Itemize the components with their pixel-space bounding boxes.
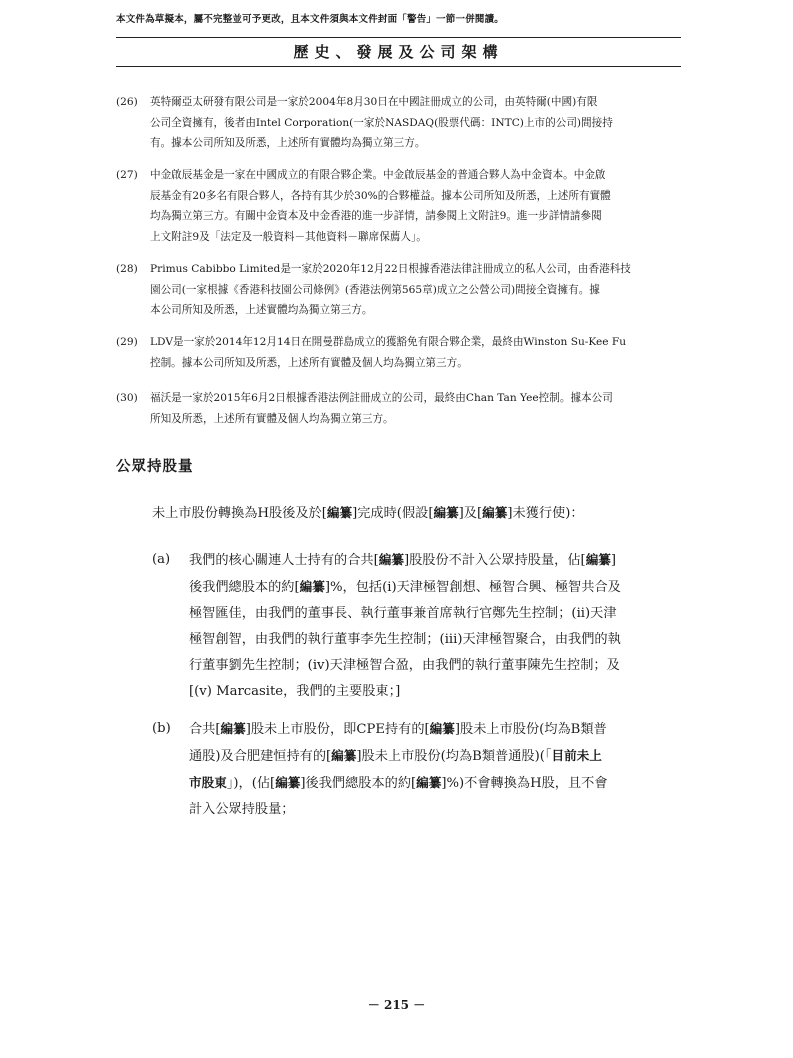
note-line: 福沃是一家於2015年6月2日根據香港法例註冊成立的公司，最終由Chan Tan Yee控制。據本公司 (150, 392, 613, 404)
note-30 (116, 388, 681, 429)
note-number: (29) (116, 336, 138, 348)
item-label: (a) (152, 552, 171, 567)
note-line: 公司全資擁有，後者由Intel Corporation(一家於NASDAQ(股票代碼：INTC)上市的公司)間接持 (150, 116, 613, 129)
list-item-b (152, 716, 682, 823)
note-28 (116, 259, 681, 321)
redacted-placeholder: 編纂 (220, 721, 246, 736)
text-run: ]及[ (458, 506, 483, 521)
draft-disclaimer: 本文件為草擬本，屬不完整並可予更改，且本文件須與本文件封面「警告」一節一併閱讀。 (116, 14, 505, 25)
note-text (150, 388, 681, 429)
note-line: LDV是一家於2014年12月14日在開曼群島成立的獲豁免有限合夥企業，最終由Winston Su-Kee Fu (150, 336, 627, 348)
redacted-placeholder: 編纂 (585, 552, 611, 567)
item-label: (b) (152, 721, 171, 736)
note-line: Primus Cabibbo Limited是一家於2020年12月22日根據香港法律註冊成立的私人公司，由香港科技 (150, 263, 631, 275)
note-text (150, 165, 681, 247)
header-rule-top (116, 37, 681, 38)
item-line: [(v) Marcasite，我們的主要股東；] (189, 684, 401, 699)
note-number: (27) (116, 169, 138, 181)
redacted-placeholder: 編纂 (275, 775, 301, 790)
defined-term: 市股東 (189, 775, 227, 790)
chapter-title: 歷史、發展及公司架構 (293, 43, 504, 61)
note-text (150, 92, 681, 154)
note-number: (30) (116, 392, 138, 404)
text-run: 未上市股份轉換為H股後及於[ (152, 506, 327, 521)
redacted-placeholder: 編纂 (326, 505, 353, 520)
item-line: 通股)及合肥建恒持有的[編纂]股未上市股份(均為B類普通股)(「目前未上 (189, 748, 602, 764)
note-line: 所知及所悉，上述所有實體及個人均為獨立第三方。 (150, 412, 394, 425)
item-text (189, 716, 682, 823)
item-line: 行董事劉先生控制；(iv)天津極智合盈，由我們的執行董事陳先生控制；及 (189, 658, 620, 673)
item-line: 市股東」)，(佔[編纂]後我們總股本的約[編纂]%)不會轉換為H股，且不會 (189, 775, 608, 791)
note-number: (28) (116, 263, 138, 275)
note-line: 英特爾亞太研發有限公司是一家於2004年8月30日在中國註冊成立的公司，由英特爾(中國)有限 (150, 96, 598, 108)
note-line: 控制。據本公司所知及所悉，上述所有實體及個人均為獨立第三方。 (150, 356, 468, 369)
header-rule-bottom (116, 66, 681, 67)
note-line: 均為獨立第三方。有關中金資本及中金香港的進一步詳情，請參閱上文附註9。進一步詳情請參閱 (150, 210, 602, 222)
note-line: 本公司所知及所悉，上述實體均為獨立第三方。 (150, 304, 373, 316)
note-line: 辰基金有20多名有限合夥人，各持有其少於30%的合夥權益。據本公司所知及所悉，上述所有實體 (150, 189, 611, 202)
note-line: 中金啟辰基金是一家在中國成立的有限合夥企業。中金啟辰基金的普通合夥人為中金資本。中金啟 (150, 169, 606, 181)
note-29 (116, 332, 681, 373)
page-number: － 215 － (367, 998, 426, 1012)
note-line: 園公司(一家根據《香港科技園公司條例》(香港法例第565章)成立之公營公司)間接全資擁有。據 (150, 283, 600, 296)
item-line: 合共[編纂]股未上市股份，即CPE持有的[編纂]股未上市股份(均為B類普 (189, 721, 607, 737)
redacted-placeholder: 編纂 (331, 748, 357, 763)
item-line: 我們的核心關連人士持有的合共[編纂]股股份不計入公眾持股量，佔[編纂] (189, 552, 617, 568)
note-text (150, 332, 681, 373)
list-item-a (152, 547, 682, 705)
redacted-placeholder: 編纂 (433, 505, 459, 520)
section-heading: 公眾持股量 (116, 459, 194, 475)
section-intro (152, 500, 682, 527)
redacted-placeholder: 編纂 (429, 721, 455, 736)
item-line: 極智創智，由我們的執行董事李先生控制；(iii)天津極智聚合，由我們的執 (189, 632, 621, 647)
defined-term: 目前未上 (551, 748, 602, 763)
item-line: 計入公眾持股量； (189, 802, 295, 817)
note-text (150, 259, 681, 321)
note-27 (116, 165, 681, 247)
item-line: 後我們總股本的約[編纂]%，包括(i)天津極智創想、極智合興、極智共合及 (189, 579, 621, 595)
redacted-placeholder: 編纂 (378, 552, 404, 567)
note-number: (26) (116, 96, 138, 108)
note-line: 有。據本公司所知及所悉，上述所有實體均為獨立第三方。 (150, 137, 426, 149)
item-line: 極智匯佳，由我們的董事長、執行董事兼首席執行官鄭先生控制；(ii)天津 (189, 606, 617, 621)
redacted-placeholder: 編纂 (299, 579, 325, 594)
text-run: ]未獲行使)： (507, 506, 584, 521)
redacted-placeholder: 編纂 (416, 775, 442, 790)
note-line: 上文附註9及「法定及一般資料－其他資料－聯席保薦人」。 (150, 230, 427, 243)
item-text (189, 547, 682, 705)
note-26 (116, 92, 681, 154)
redacted-placeholder: 編纂 (482, 505, 508, 520)
text-run: ]完成時(假設[ (352, 506, 434, 521)
